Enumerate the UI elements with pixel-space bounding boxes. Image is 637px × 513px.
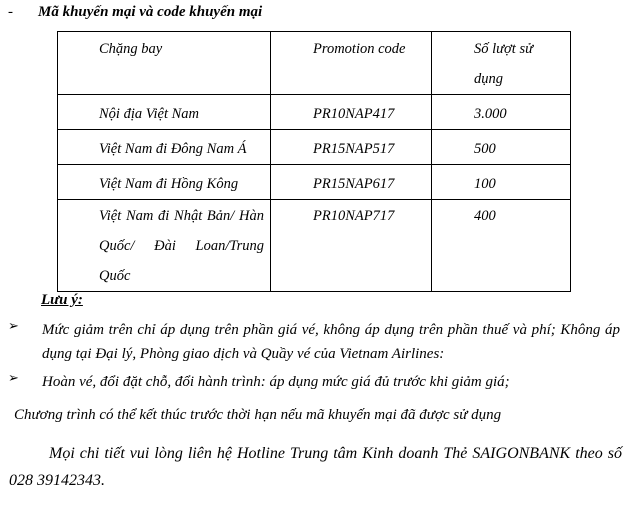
section-heading bbox=[8, 2, 262, 22]
cell-usage-count: 100 bbox=[432, 165, 571, 200]
arrow-bullet-icon: ➢ bbox=[8, 370, 19, 385]
cell-promo-code: PR15NAP517 bbox=[271, 130, 432, 165]
cell-route: Việt Nam đi Đông Nam Á bbox=[58, 130, 271, 165]
header-route: Chặng bay bbox=[58, 32, 271, 95]
cell-usage-count: 3.000 bbox=[432, 95, 571, 130]
cell-route: Nội địa Việt Nam bbox=[58, 95, 271, 130]
cell-route: Việt Nam đi Nhật Bản/ Hàn Quốc/ Đài Loan/Trung Quốc bbox=[58, 200, 271, 292]
closing-note: Chương trình có thể kết thúc trước thời hạn nếu mã khuyến mại đã được sử dụng bbox=[14, 407, 502, 423]
heading-dash: - bbox=[8, 4, 13, 20]
cell-route: Việt Nam đi Hồng Kông bbox=[58, 165, 271, 200]
cell-promo-code: PR15NAP617 bbox=[271, 165, 432, 200]
table-header-row bbox=[58, 32, 571, 95]
note-item bbox=[8, 370, 620, 394]
cell-usage-count: 400 bbox=[432, 200, 571, 292]
promotion-table bbox=[57, 31, 571, 292]
cell-usage-count: 500 bbox=[432, 130, 571, 165]
arrow-bullet-icon: ➢ bbox=[8, 318, 19, 333]
notes-label: Lưu ý: bbox=[41, 292, 83, 308]
header-promo-code: Promotion code bbox=[271, 32, 432, 95]
cell-promo-code: PR10NAP417 bbox=[271, 95, 432, 130]
table-row bbox=[58, 165, 571, 200]
note-text: Mức giảm trên chỉ áp dụng trên phần giá vé, không áp dụng trên phần thuế và phí; Không áp dụng tại Đại lý, Phòng giao dịch và Quầy vé của Vietnam Airlines: bbox=[42, 322, 620, 362]
cell-promo-code: PR10NAP717 bbox=[271, 200, 432, 292]
table-row bbox=[58, 200, 571, 292]
heading-title: Mã khuyến mại và code khuyến mại bbox=[38, 4, 263, 20]
header-usage-count: Số lượt sử dụng bbox=[432, 32, 571, 95]
contact-paragraph: Mọi chi tiết vui lòng liên hệ Hotline Trung tâm Kinh doanh Thẻ SAIGONBANK theo số 028 39142343. bbox=[9, 445, 622, 489]
note-text: Hoàn vé, đổi đặt chỗ, đổi hành trình: áp dụng mức giá đủ trước khi giảm giá; bbox=[42, 374, 510, 390]
table-row bbox=[58, 95, 571, 130]
table-row bbox=[58, 130, 571, 165]
note-item bbox=[8, 318, 620, 366]
